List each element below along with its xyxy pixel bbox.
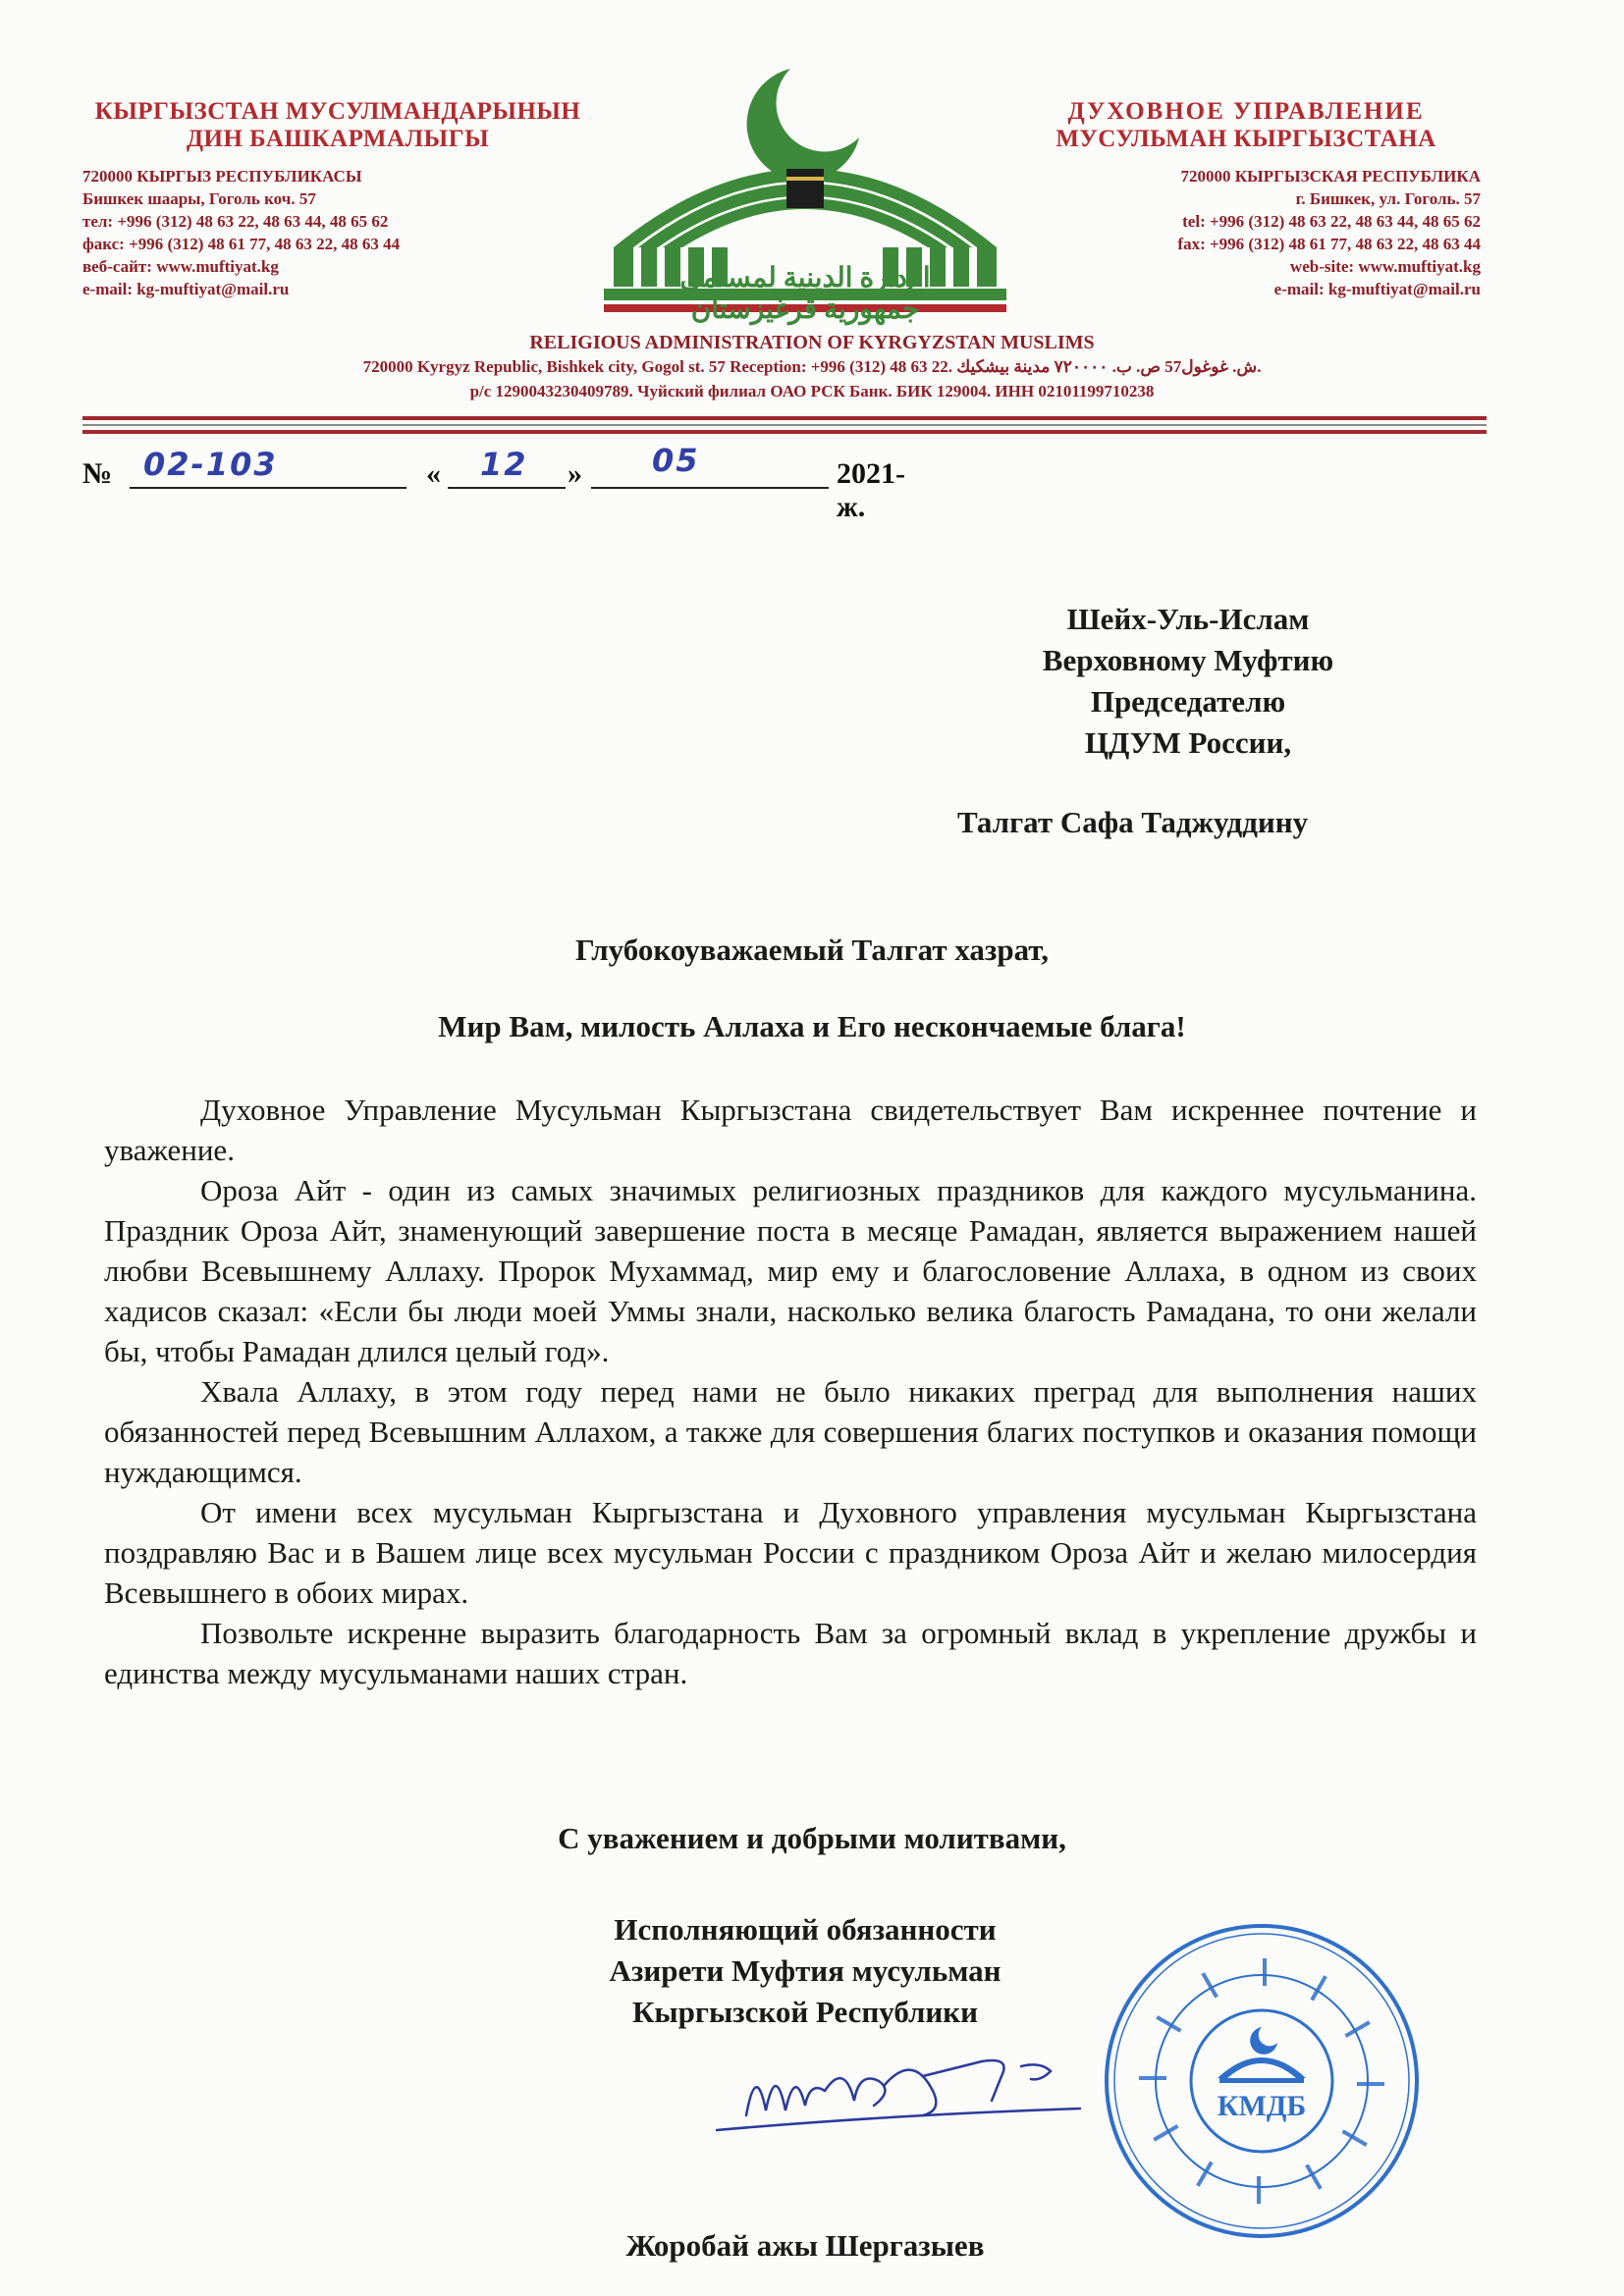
handwritten-number: 02-103 <box>143 446 278 483</box>
header-left-website: веб-сайт: www.muftiyat.kg <box>82 257 279 276</box>
english-org-title: RELIGIOUS ADMINISTRATION OF KYRGYZSTAN MUSLIMS <box>529 332 1095 353</box>
header-left <box>82 98 593 300</box>
header-right <box>1011 98 1481 300</box>
official-stamp-icon <box>1100 1919 1424 2243</box>
header-right-email: e-mail: kg-muftiyat@mail.ru <box>1273 280 1481 298</box>
bank-details-line: р/с 1290043230409789. Чуйский филиал ОАО РСК Банк. БИК 129004. ИНН 02101199710238 <box>469 382 1155 400</box>
signatory-title <box>491 1909 1119 2033</box>
arabic-line-2: جمهورية قرغيزستان <box>690 294 920 325</box>
header-right-website: web-site: www.muftiyat.kg <box>1289 257 1481 276</box>
header-right-line: 720000 КЫРГЫЗСКАЯ РЕСПУБЛИКА <box>1180 167 1481 186</box>
greeting: Мир Вам, милость Аллаха и Его нескончаемые блага! <box>438 1009 1186 1043</box>
header-right-phone: tel: +996 (312) 48 63 22, 48 63 44, 48 65 62 <box>1182 212 1481 231</box>
addressee-line: Шейх-Уль-Ислам <box>1066 602 1310 636</box>
signatory-line: Азирети Муфтия мусульман <box>609 1953 1001 1988</box>
month-blank <box>591 452 829 489</box>
org-title-kg-line1: КЫРГЫЗСТАН МУСУЛМАНДАРЫНЫН <box>94 98 581 125</box>
body-paragraph: Ороза Айт - один из самых значимых религиозных праздников для каждого мусульманина. Праздник Ороза Айт, знаменующий завершение поста в месяце Рамадан, является выражением нашей любви Всевышнему Аллаху. Пророк Мухаммад, мир ему и благословение Аллаха, в одном из своих хадисов сказал: «Если бы люди моей Уммы знали, насколько велика благость Рамадана, то они желали бы, чтобы Рамадан длился целый год». <box>104 1173 1477 1368</box>
arabic-org-name <box>609 263 1001 326</box>
body-paragraph: От имени всех мусульман Кыргызстана и Духовного управления мусульман Кыргызстана поздравляю Вас и в Вашем лице всех мусульман России с праздником Ороза Айт и желаю милосердия Всевышнего в обоих мирах. <box>104 1495 1477 1610</box>
stamp-center-text: КМДБ <box>1217 2090 1307 2122</box>
header-right-fax: fax: +996 (312) 48 61 77, 48 63 22, 48 63 44 <box>1177 235 1481 253</box>
addressee-line: Верховному Муфтию <box>1042 643 1334 677</box>
addressee-block <box>884 599 1492 764</box>
body-paragraph: Духовное Управление Мусульман Кыргызстана свидетельствует Вам искреннее почтение и уважение. <box>104 1093 1477 1167</box>
arabic-line-1: الإدارة الدينية لمسلمي <box>679 263 931 294</box>
year-label: 2021-ж. <box>837 457 905 523</box>
postal-address-line: 720000 Kyrgyz Republic, Bishkek city, Gogol st. 57 Reception: +996 (312) 48 63 22. ش. غوغول57 ص. ب. ۷۲۰۰۰۰ مدينة بيشكيك. <box>362 357 1262 376</box>
org-title-kg-line2: ДИН БАШКАРМАЛЫГЫ <box>186 126 490 152</box>
signatory-line: Кыргызской Республики <box>631 1995 979 2029</box>
close-quote: » <box>568 457 582 490</box>
document-number-line <box>82 442 905 523</box>
body-paragraph: Хвала Аллаху, в этом году перед нами не было никаких преград для выполнения наших обязанностей перед Всевышним Аллахом, а также для совершения благих поступков и оказания помощи нуждающимся. <box>104 1374 1477 1489</box>
header-divider <box>82 416 1487 420</box>
handwritten-signature <box>687 2022 1100 2150</box>
org-title-ru-line2: МУСУЛЬМАН КЫРГЫЗСТАНА <box>1056 126 1436 152</box>
header-left-line: 720000 КЫРГЫЗ РЕСПУБЛИКАСЫ <box>82 167 362 186</box>
header-divider-thin <box>82 424 1487 426</box>
header-left-line: Бишкек шаары, Гоголь коч. 57 <box>82 189 316 208</box>
salutation: Глубокоуважаемый Талгат хазрат, <box>575 933 1049 967</box>
handwritten-day: 12 <box>480 446 528 483</box>
header-right-line: г. Бишкек, ул. Гоголь. 57 <box>1295 189 1481 208</box>
header-divider <box>82 430 1487 434</box>
closing: С уважением и добрыми молитвами, <box>558 1821 1066 1855</box>
open-quote: « <box>426 457 441 490</box>
signatory-line: Исполняющий обязанности <box>614 1912 997 1947</box>
number-sign: № <box>82 457 113 490</box>
header-left-email: e-mail: kg-muftiyat@mail.ru <box>82 280 290 298</box>
header-left-fax: факс: +996 (312) 48 61 77, 48 63 22, 48 63 44 <box>82 235 401 253</box>
signatory-name: Жоробай ажы Шергазыев <box>625 2228 985 2263</box>
org-title-ru-line1: ДУХОВНОЕ УПРАВЛЕНИЕ <box>1067 98 1425 125</box>
addressee-line: ЦДУМ России, <box>1084 725 1292 760</box>
addressee-name: Талгат Сафа Таджуддину <box>957 805 1309 839</box>
header-left-phone: тел: +996 (312) 48 63 22, 48 63 44, 48 65 62 <box>82 212 389 231</box>
handwritten-month: 05 <box>652 442 700 479</box>
addressee-line: Председателю <box>1090 684 1286 719</box>
body-paragraph: Позвольте искренне выразить благодарность Вам за огромный вклад в укрепление дружбы и единства между мусульманами наших стран. <box>104 1616 1477 1690</box>
letter-body <box>104 1090 1477 1693</box>
